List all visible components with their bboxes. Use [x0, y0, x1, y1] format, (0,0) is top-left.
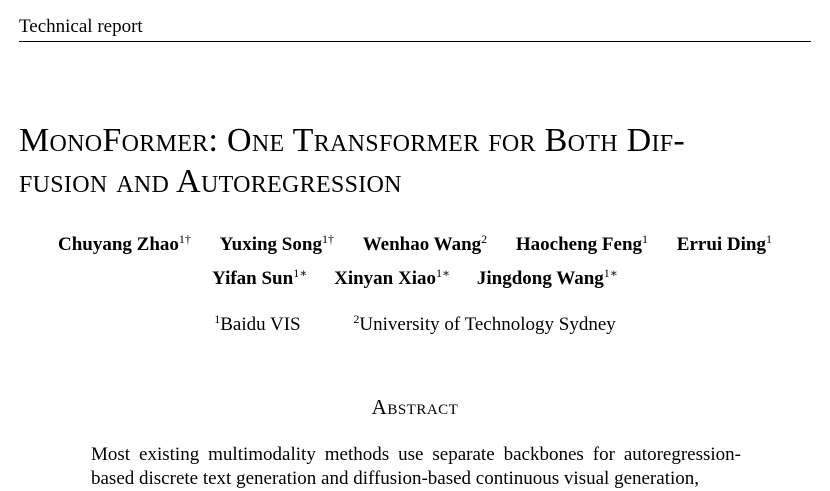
title-line-2: fusion and Autoregression — [19, 163, 402, 200]
paper-title — [19, 120, 819, 202]
author: Xinyan Xiao$^{1∗}$ — [334, 266, 451, 289]
title-line-1: MonoFormer: One Transformer for Both Dif- — [19, 122, 686, 159]
author: Chuyang Zhao$^{1\dagger}$ — [58, 232, 191, 255]
author: Jingdong Wang$^{1∗}$ — [476, 266, 618, 289]
author: Yuxing Song$^{1\dagger}$ — [219, 232, 334, 255]
header-rule — [19, 41, 811, 42]
author: Errui Ding$^1$ — [676, 232, 772, 255]
affiliation: $^1$Baidu VIS — [214, 312, 301, 335]
affiliation: $^2$University of Technology Sydney — [353, 312, 616, 335]
authors-row-2 — [0, 268, 830, 290]
author: Haocheng Feng$^1$ — [515, 232, 649, 255]
author: Yifan Sun$^{1∗}$ — [212, 266, 308, 289]
abstract-text: Most existing multimodality methods use separate backbones for autoregression-based discrete text generation and diffusion-based continuous visual generation, — [91, 444, 741, 489]
abstract-heading: Abstract — [371, 395, 459, 419]
running-header: Technical report — [19, 16, 143, 37]
authors-row-1 — [0, 234, 830, 256]
author: Wenhao Wang$^2$ — [362, 232, 488, 255]
affiliations — [0, 314, 830, 336]
